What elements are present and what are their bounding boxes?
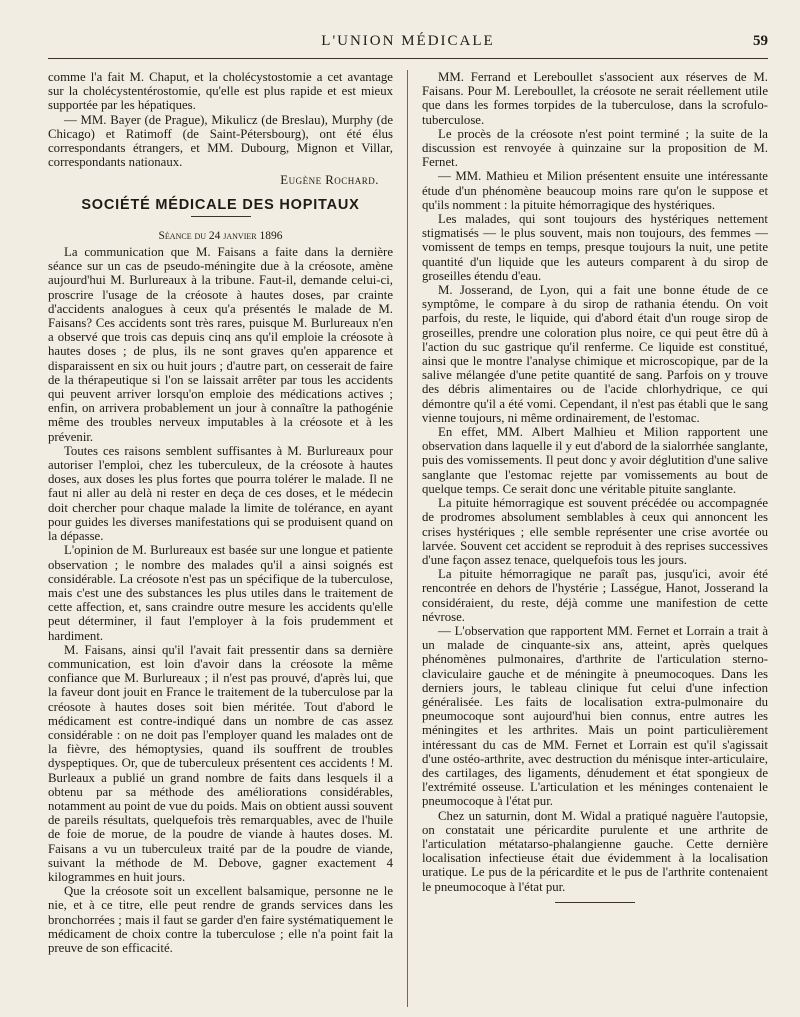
paragraph: — L'observation que rapportent MM. Fernet et Lorrain a trait à un malade de cinquante-six ans, atteint, après quelques phénomènes pulmonaires, d'arthrite de l'articulation sterno-claviculaire gauche et de méningite à pneumocoques. Dans les derniers jours, le tableau clinique fut celui d'une infection généralisée. Les faits de localisation extra-pulmonaire du pneumocoque sont aujourd'hui bien connus, entre autres les méningites et les arthrites. Mais un point particulièrement intéressant du cas de MM. Fernet et Lorrain est qu'il s'agissait d'une ostéo-arthrite, avec destruction du ménisque inter-articulaire, des cartilages, des ligaments, dénudement et état spongieux de l'extrémité osseuse. L'articulation et les méninges contenaient le pneumocoque à l'état pur.: [422, 623, 768, 809]
text-columns: [48, 70, 768, 1007]
end-rule: [555, 902, 635, 903]
paragraph: La pituite hémorragique est souvent précédée ou accompagnée de prodromes absolument semblables à ceux qui annoncent les crises hystériques ; elle semble représenter une crise avortée ou larvée. Souvent cet accident se reproduit à des reprises successives d'une façon assez tenace, quelquefois tous les jours.: [422, 496, 768, 567]
paragraph: Toutes ces raisons semblent suffisantes à M. Burlureaux pour autoriser l'emploi, chez les tuberculeux, de la créosote à hautes doses, aux doses les plus fortes que pourra tolérer le malade. Il ne faut ni aller au delà ni rester en deça de ces doses, et le médecin doit chercher pour chaque malade la limite de tolérance, en ayant pour guides les diverses manifestations qui se produisent quand on la dépasse.: [48, 443, 393, 544]
paragraph: — MM. Bayer (de Prague), Mikulicz (de Breslau), Murphy (de Chicago) et Ratimoff (de Saint-Pétersbourg), ont été élus correspondants étrangers, et MM. Dubourg, Mignon et Villar, correspondants nationaux.: [48, 112, 393, 170]
paragraph: La pituite hémorragique ne paraît pas, jusqu'ici, avoir été rencontrée en dehors de l'hystérie ; Lasségue, Hanot, Josserand la considéraient, du reste, déjà comme une manifestion de cette névrose.: [422, 567, 768, 624]
paragraph: comme l'a fait M. Chaput, et la cholécystostomie a cet avantage sur la cholécystentérostomie, qu'elle est plus rapide et est mieux supportée par les hépatiques.: [48, 70, 393, 113]
paragraph: Les malades, qui sont toujours des hystériques nettement stigmatisés — le plus souvent, mais non toujours, des femmes — vomissent de temps en temps, presque toujours la nuit, une petite quantité d'un liquide que les auteurs comparent à du sirop de groseilles étendu d'eau.: [422, 212, 768, 283]
paragraph: M. Faisans, ainsi qu'il l'avait fait pressentir dans sa dernière communication, est loin d'avoir dans la créosote la même confiance que M. Burlureaux ; il n'est pas prouvé, d'après lui, que la faveur dont jouit en France le traitement de la tuberculose par la créosote à hautes doses soit bien méritée. Tout d'abord le médicament est contre-indiqué dans un nombre de cas assez considérable : on ne doit pas l'employer quand les malades ont de la fièvre, des hémoptysies, quand ils souffrent de troubles dyspeptiques. Or, que de tuberculeux présentent ces accidents ! M. Burleaux a publié un grand nombre de faits dans lesquels il a obtenu par sa méthode des améliorations considérables, notamment au point de vue du poids. Mais on obtient aussi souvent de pareils résultats, quelquefois très remarquables, avec de l'huile de foie de morue, de la poudre de viande à hautes doses. M. Faisans a vu un tuberculeux traité par de la poudre de viande, suivant la méthode de M. Debove, gagner exactement 4 kilogrammes en huit jours.: [48, 642, 393, 884]
section-heading: SOCIÉTÉ MÉDICALE DES HOPITAUX: [81, 196, 360, 213]
running-title: L'UNION MÉDICALE: [321, 33, 495, 49]
right-column: [408, 70, 768, 1007]
author-signature: Eugène Rochard.: [280, 173, 379, 188]
heading-rule: [191, 216, 251, 217]
running-head: [48, 30, 768, 52]
paragraph: L'opinion de M. Burlureaux est basée sur une longue et patiente observation ; le nombre des malades qu'il a ainsi soignés est considérable. La créosote n'est pas un spécifique de la tuberculose, mais c'est une des substances les plus utiles dans le traitement de cette affection, et, sans craindre outre mesure les accidents qu'elle peut déterminer, il faut l'employer à la fois prudemment et hardiment.: [48, 543, 393, 643]
paragraph: Le procès de la créosote n'est point terminé ; la suite de la discussion est renvoyée à quinzaine sur la proposition de M. Fernet.: [422, 126, 768, 170]
paragraph: M. Josserand, de Lyon, qui a fait une bonne étude de ce symptôme, le compare à du sirop de rathania étendu. On voit parfois, du reste, le liquide, qui d'abord était d'un rouge sirop de groseilles, prendre une coloration plus noire, ce qui peut être dû à l'action du suc gastrique qu'il renferme. Ce liquide est constitué, ainsi que le montre l'analyse chimique et microscopique, par de la salive mélangée d'une petite quantité de sang. Parfois on y trouve des débris alimentaires ou de l'acide chlorhydrique, ce qui démontre qu'il a été vomi. Cependant, il n'est pas établi que le sang vienne toujours, ni même ordinairement, de l'estomac.: [422, 283, 768, 425]
paragraph: La communication que M. Faisans a faite dans la dernière séance sur un cas de pseudo-méningite due à la créosote, amène aujourd'hui M. Burlureaux à la tribune. Faut-il, demande celui-ci, proscrire l'usage de la créosote à hautes doses, par crainte d'accidents analogues à ceux qu'a présentés le malade de M. Faisans? Ces accidents sont très rares, puisque M. Burlureaux n'en a observé que trois cas depuis cinq ans qu'il emploie la créosote à hautes doses ; de plus, ils ne sont graves qu'en apparence et disparaissent en six ou huit jours ; d'autre part, on cesserait de faire de la thérapeutique si l'on se laissait arrêter par tous les accidents qui peuvent arriver lorsqu'on emploie des médications actives ; enfin, on arrivera probablement un jour à connaître la pathogénie même des troubles nerveux imputables à la créosote et à les prévenir.: [48, 245, 393, 444]
header-rule: [48, 58, 768, 59]
left-column: [48, 70, 408, 1007]
session-date: Séance du 24 janvier 1896: [158, 229, 283, 242]
page-number: 59: [753, 33, 768, 49]
paragraph: MM. Ferrand et Lereboullet s'associent aux réserves de M. Faisans. Pour M. Lereboullet, la créosote ne serait réellement utile que dans les formes torpides de la tuberculose, dans la scrofulo-tuberculose.: [422, 70, 768, 127]
paragraph: Chez un saturnin, dont M. Widal a pratiqué naguère l'autopsie, on constatait une péricardite purulente et une arthrite de l'articulation métatarso-phalangienne gauche. Cette dernière localisation infectieuse était due évidemment à la localisation uratique. Le pus de la péricardite et le pus de l'arthrite contenaient le pneumocoque à l'état pur.: [422, 808, 768, 894]
paragraph: Que la créosote soit un excellent balsamique, personne ne le nie, et à ce titre, elle peut rendre de grands services dans les bronchorrées ; mais il faut se garder d'en faire systématiquement le médicament de choix contre la tuberculose ; elle n'a point fait la preuve de son efficacité.: [48, 884, 393, 955]
paragraph: En effet, MM. Albert Malhieu et Milion rapportent une observation dans laquelle il y eut d'abord de la sialorrhée sanglante, puis des vomissements. Il peut donc y avoir déglutition d'une salive sanglante que l'estomac rejette par vomissements au bout de quelque temps. Ce serait donc une véritable pituite sanglante.: [422, 425, 768, 496]
paragraph: — MM. Mathieu et Milion présentent ensuite une intéressante étude d'un phénomène beaucoup moins rare qu'on le suppose et qu'ils nomment : la pituite hémorragique des hystériques.: [422, 169, 768, 212]
